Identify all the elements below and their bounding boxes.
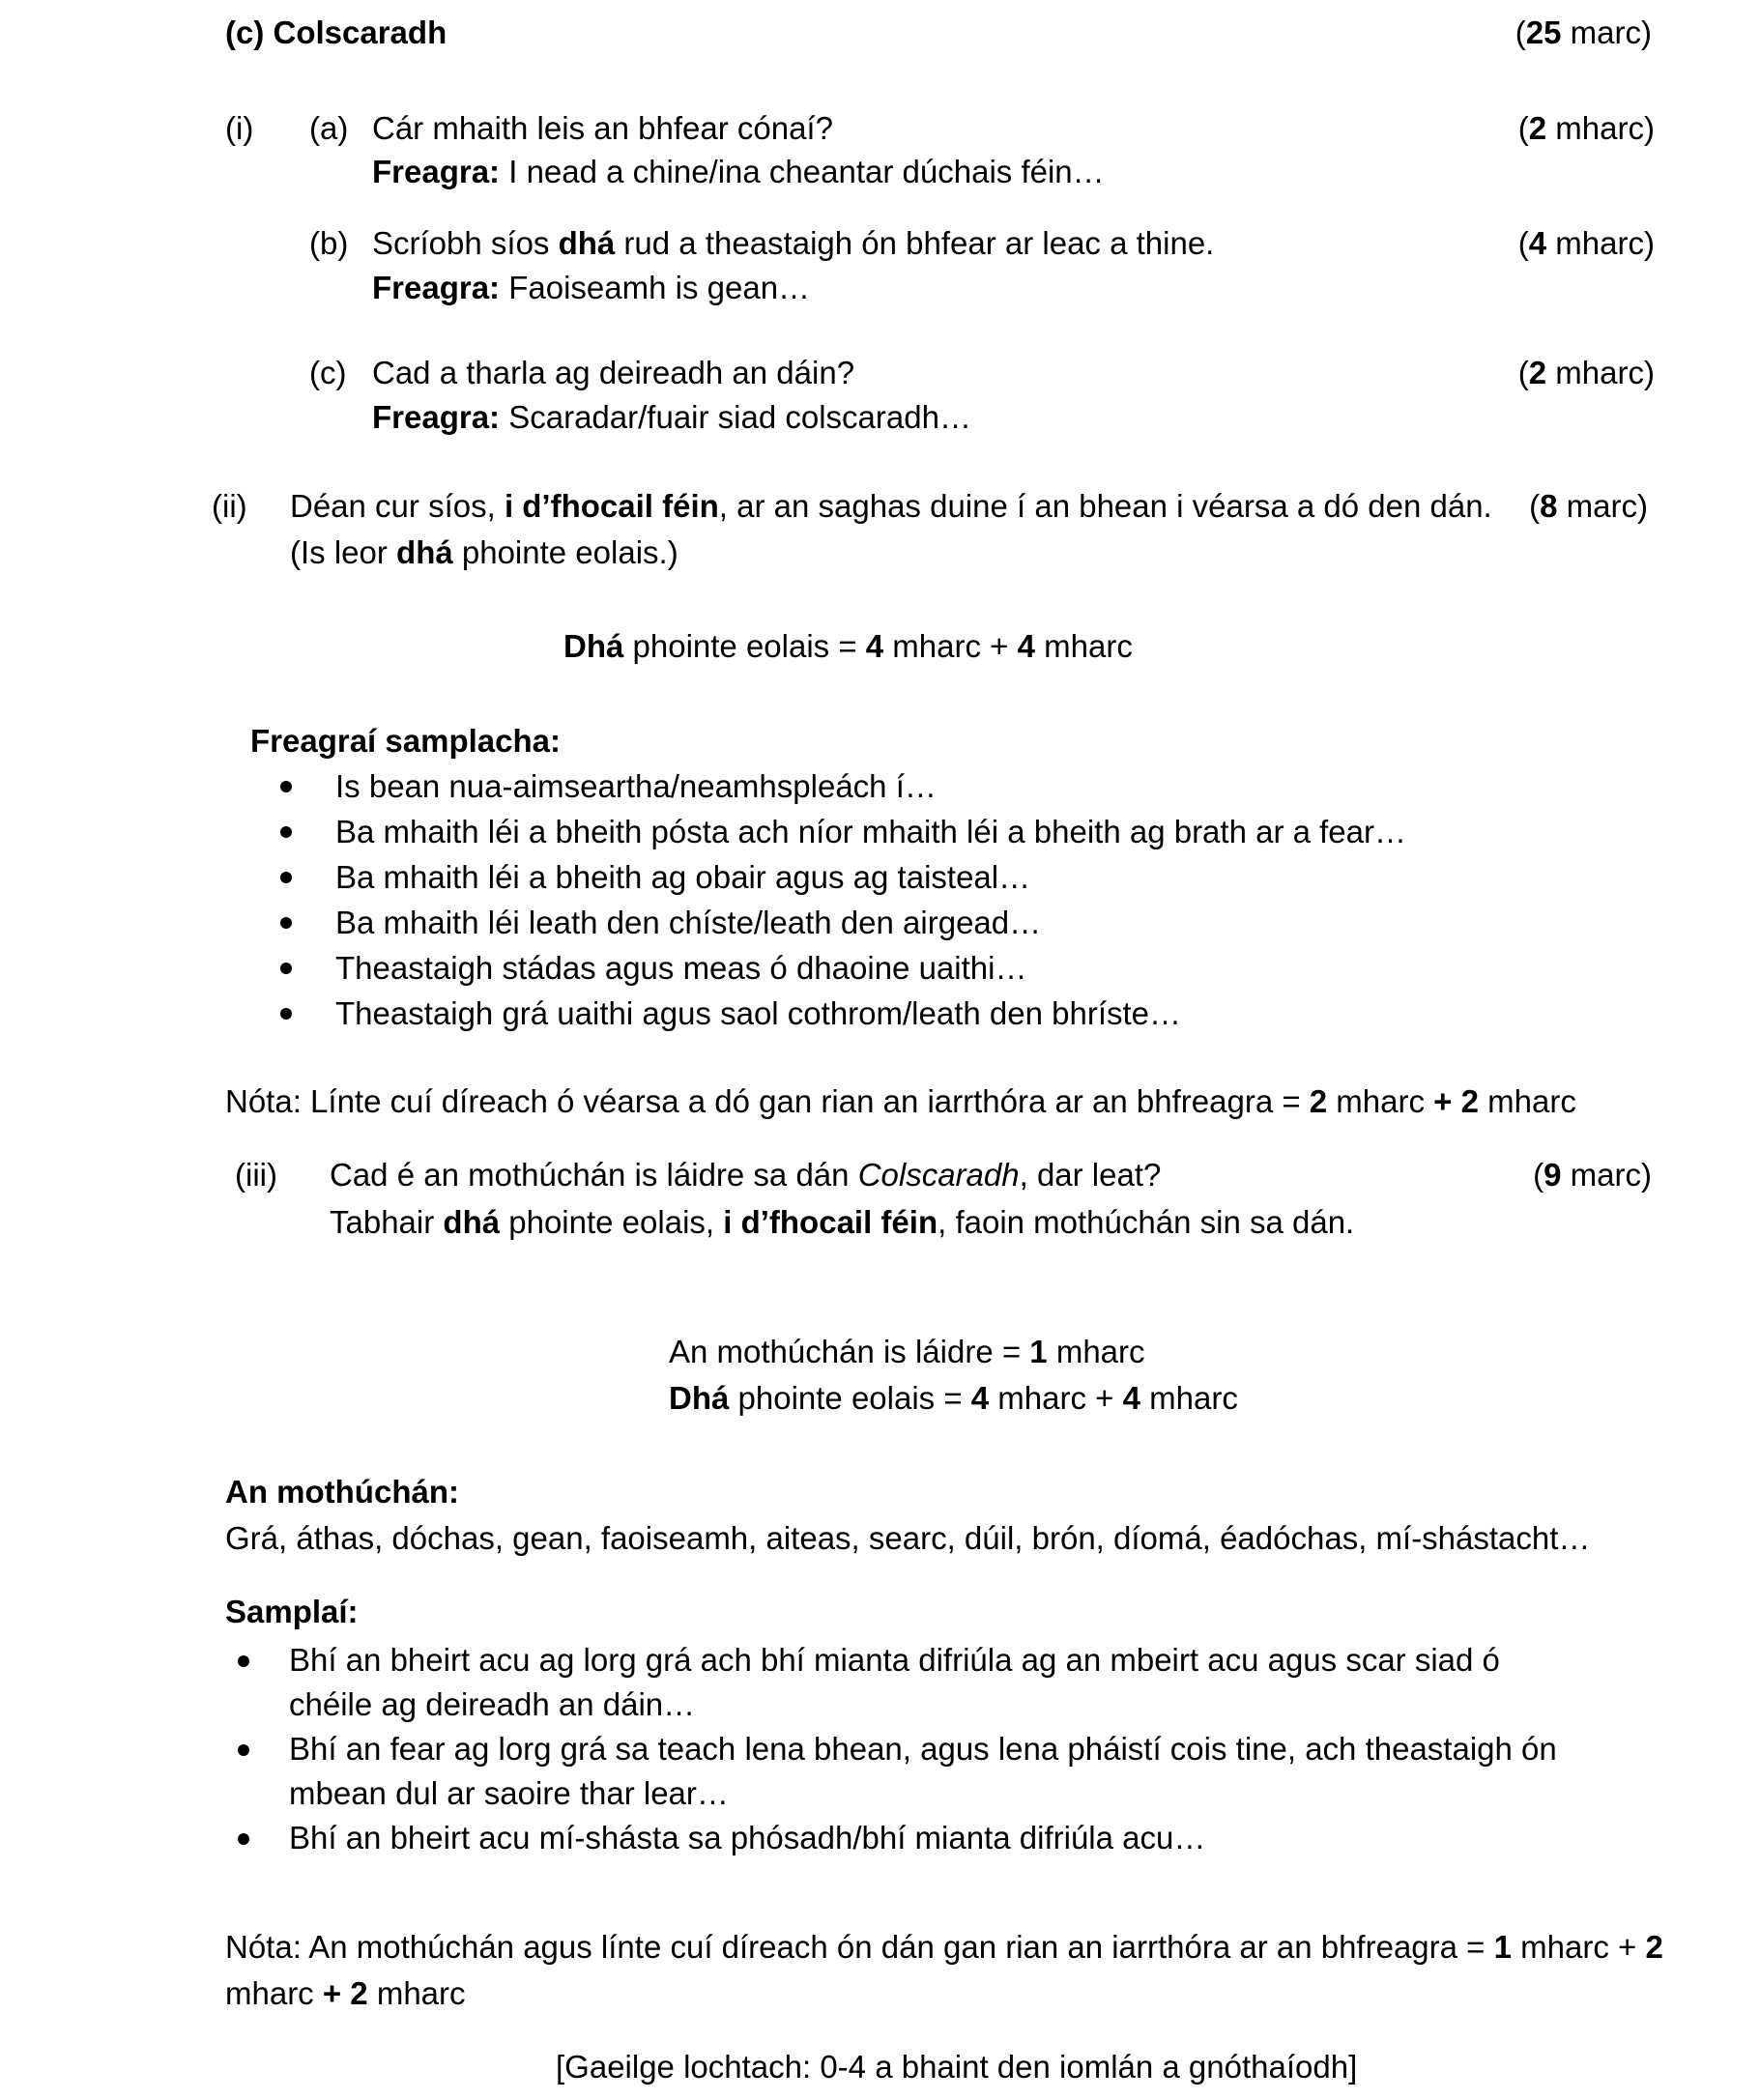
list-item: Theastaigh stádas agus meas ó dhaoine uaithi…: [335, 950, 1027, 986]
list-item: Ba mhaith léi a bheith pósta ach níor mhaith léi a bheith ag brath ar a fear…: [335, 814, 1406, 849]
list-item: Bhí an bheirt acu mí-shásta sa phósadh/bhí mianta difriúla acu…: [289, 1820, 1206, 1855]
bullet: [238, 1744, 249, 1756]
marking-scheme-iii-2: Dhá phointe eolais = 4 mharc + 4 mharc: [669, 1380, 1238, 1416]
bullet: [280, 826, 292, 838]
sample-answers-heading: Freagraí samplacha:: [250, 723, 561, 759]
question-iii-marks: (9 marc): [1533, 1157, 1652, 1193]
question-iii-subtext: Tabhair dhá phointe eolais, i d’fhocail féin, faoin mothúchán sin sa dán.: [330, 1204, 1355, 1240]
question-i-label: (i): [225, 110, 254, 146]
list-item-continuation: chéile ag deireadh an dáin…: [289, 1686, 696, 1722]
marking-scheme-iii-1: An mothúchán is láidre = 1 mharc: [669, 1334, 1145, 1369]
question-ic-label: (c): [309, 355, 347, 390]
marks-number: 25: [1525, 14, 1562, 50]
bullet: [280, 963, 292, 974]
answer-ia: Freagra: I nead a chine/ina cheantar dúchais féin…: [372, 154, 1105, 189]
list-item-continuation: mbean dul ar saoire thar lear…: [289, 1775, 729, 1811]
note-iii-line2: mharc + 2 mharc: [225, 1975, 466, 2011]
footer-note: [Gaeilge lochtach: 0-4 a bhaint den iomlán a gnóthaíodh]: [556, 2049, 1358, 2085]
question-ib-label: (b): [309, 225, 349, 261]
question-ii-marks: (8 marc): [1529, 488, 1648, 524]
question-iii-label: (iii): [235, 1157, 277, 1193]
question-ii-text: Déan cur síos, i d’fhocail féin, ar an saghas duine í an bhean i véarsa a dó den dán.: [290, 488, 1492, 524]
answer-ib: Freagra: Faoiseamh is gean…: [372, 270, 811, 305]
emotion-list: Grá, áthas, dóchas, gean, faoiseamh, aiteas, searc, dúil, brón, díomá, éadóchas, mí-shástacht…: [225, 1520, 1591, 1556]
bullet: [280, 781, 292, 792]
list-item: Ba mhaith léi leath den chíste/leath den airgead…: [335, 905, 1042, 940]
list-item: Bhí an bheirt acu ag lorg grá ach bhí mianta difriúla ag an mbeirt acu agus scar siad ó: [289, 1642, 1500, 1678]
question-ia-marks: (2 mharc): [1517, 110, 1655, 146]
list-item: Bhí an fear ag lorg grá sa teach lena bhean, agus lena pháistí cois tine, ach theastaigh ón: [289, 1731, 1557, 1767]
question-ib-marks: (4 mharc): [1517, 225, 1655, 261]
question-ia-label: (a): [309, 110, 349, 146]
bullet: [280, 917, 292, 929]
section-title: (c) Colscaradh: [225, 14, 447, 50]
question-ii-label: (ii): [212, 488, 247, 524]
examples-heading: Samplaí:: [225, 1594, 359, 1629]
marking-scheme-ii: Dhá phointe eolais = 4 mharc + 4 mharc: [563, 628, 1133, 664]
bullet: [238, 1655, 249, 1667]
question-ib-text: Scríobh síos dhá rud a theastaigh ón bhfear ar leac a thine.: [372, 225, 1215, 261]
question-ii-subtext: (Is leor dhá phointe eolais.): [290, 534, 678, 570]
list-item: Theastaigh grá uaithi agus saol cothrom/leath den bhríste…: [335, 995, 1182, 1031]
emotion-heading: An mothúchán:: [225, 1474, 459, 1510]
question-ic-text: Cad a tharla ag deireadh an dáin?: [372, 355, 855, 390]
question-ia-text: Cár mhaith leis an bhfear cónaí?: [372, 110, 833, 146]
bullet: [280, 872, 292, 883]
bullet: [238, 1833, 249, 1845]
bullet: [280, 1008, 292, 1020]
question-ic-marks: (2 mharc): [1517, 355, 1655, 390]
question-iii-text: Cad é an mothúchán is láidre sa dán Colscaradh, dar leat?: [330, 1157, 1162, 1193]
section-marks: (25 marc): [1515, 14, 1652, 50]
list-item: Ba mhaith léi a bheith ag obair agus ag taisteal…: [335, 859, 1031, 895]
note-iii-line1: Nóta: An mothúchán agus línte cuí díreach ón dán gan rian an iarrthóra ar an bhfreagra = 1 mharc + 2: [225, 1929, 1663, 1965]
answer-ic: Freagra: Scaradar/fuair siad colscaradh…: [372, 399, 971, 435]
list-item: Is bean nua-aimseartha/neamhspleách í…: [335, 768, 937, 804]
note-ii: Nóta: Línte cuí díreach ó véarsa a dó gan rian an iarrthóra ar an bhfreagra = 2 mharc + 2 mharc: [225, 1083, 1576, 1119]
